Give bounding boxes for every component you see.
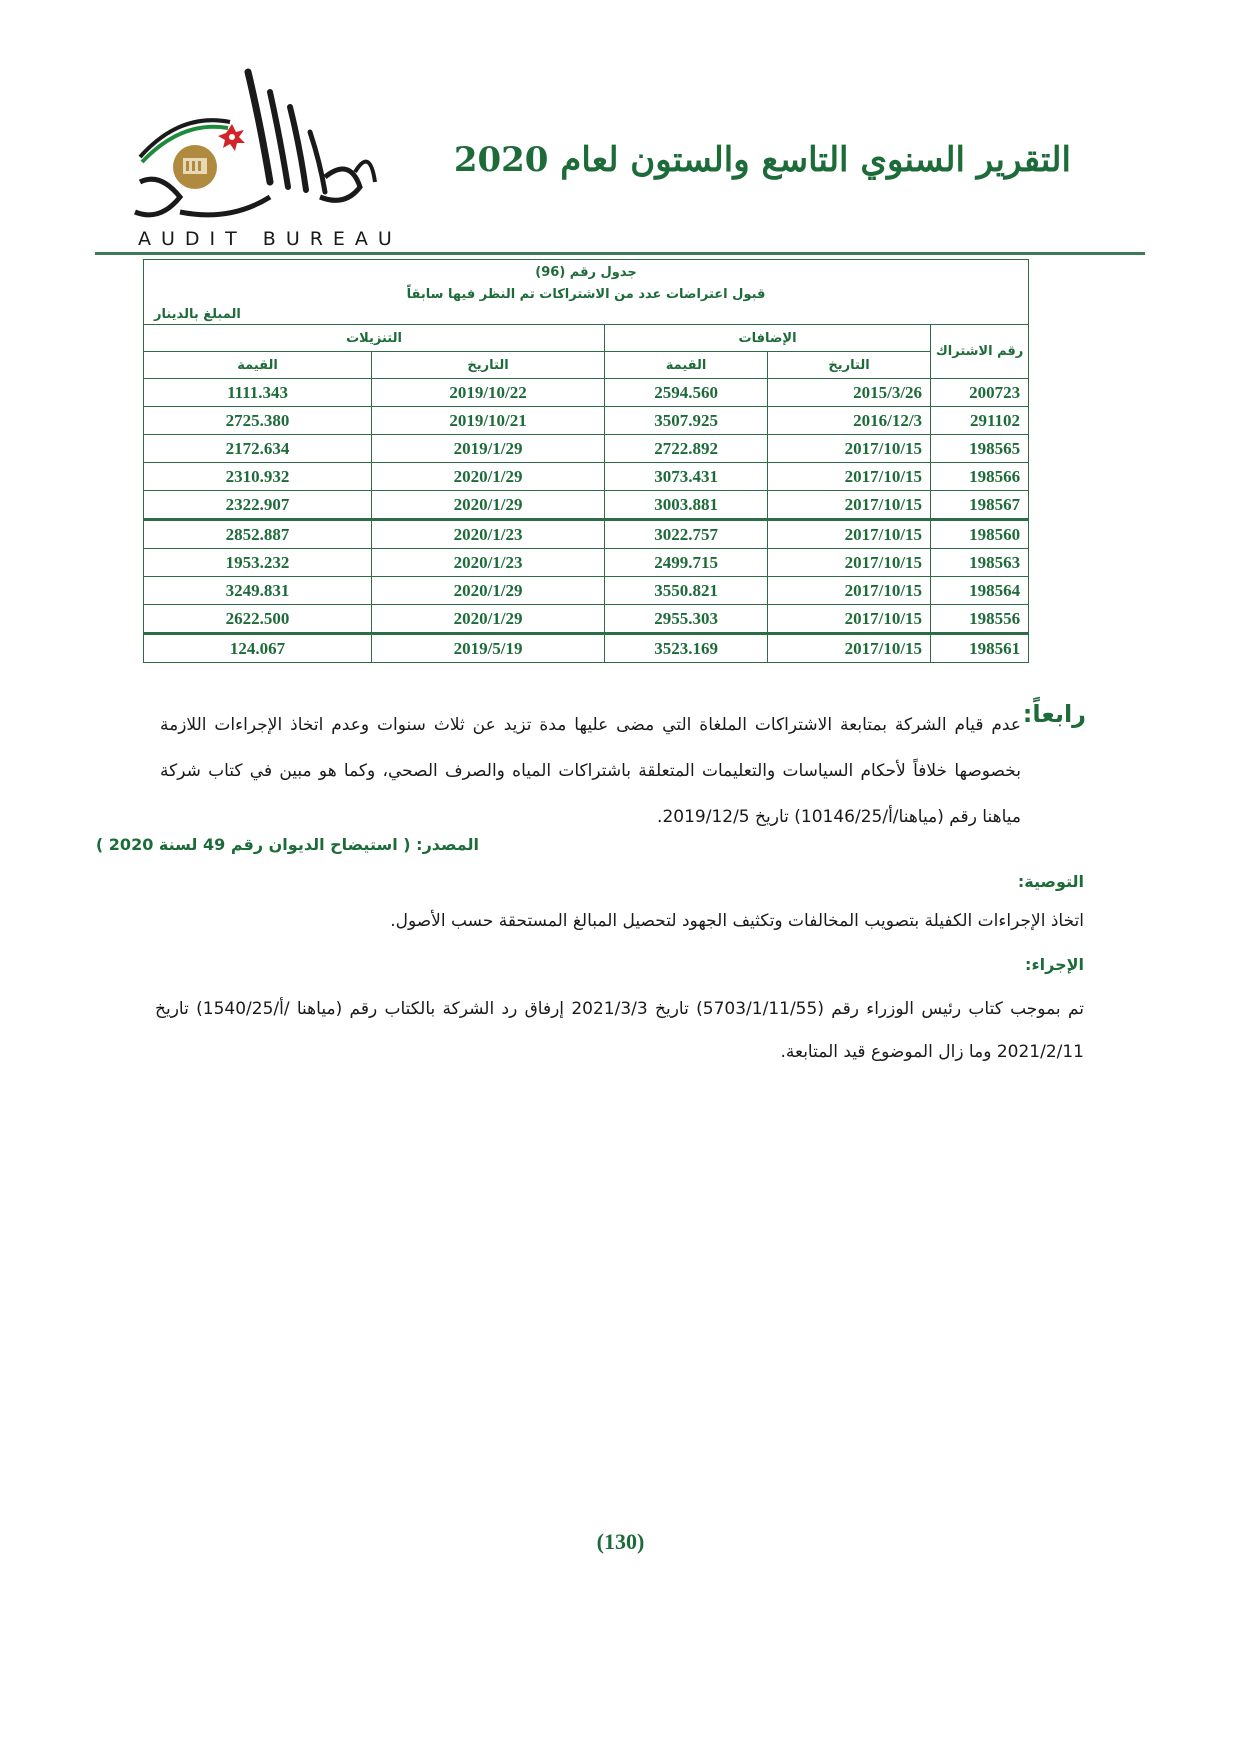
cell-subscription-no: 198566 (931, 463, 1029, 491)
cell-subscription-no: 198560 (931, 520, 1029, 549)
cell-subscription-no: 198561 (931, 634, 1029, 663)
col-additions-value: القيمة (605, 352, 768, 379)
cell-subscription-no: 198556 (931, 605, 1029, 634)
cell-additions-date: 2017/10/15 (768, 435, 931, 463)
cell-additions-value: 2594.560 (605, 379, 768, 407)
cell-deductions-value: 1953.232 (144, 549, 372, 577)
recommendation-text: اتخاذ الإجراءات الكفيلة بتصويب المخالفات وتكثيف الجهود لتحصيل المبالغ المستحقة حسب الأصول. (390, 911, 1084, 931)
action-heading: الإجراء: (1025, 955, 1084, 974)
cell-additions-value: 3022.757 (605, 520, 768, 549)
cell-additions-date: 2017/10/15 (768, 549, 931, 577)
cell-deductions-value: 2852.887 (144, 520, 372, 549)
section-4-text: عدم قيام الشركة بمتابعة الاشتراكات الملغاة التي مضى عليها مدة تزيد عن ثلاث سنوات وعدم اتخاذ الإجراءات اللازمة بخصوصها خلافاً لأحكام السياسات والتعليمات المتعلقة باشتراكات المياه والصرف الصحي، وكما هو مبين في كتاب شركة مياهنا رقم (مياهنا/أ/10146/25) تاريخ 2019/12/5. (160, 715, 1021, 827)
cell-additions-date: 2017/10/15 (768, 463, 931, 491)
subscriptions-table-container (143, 259, 1028, 663)
cell-subscription-no: 198565 (931, 435, 1029, 463)
cell-deductions-value: 124.067 (144, 634, 372, 663)
table-number: جدول رقم (96) (535, 265, 637, 280)
cell-additions-date: 2017/10/15 (768, 491, 931, 520)
table-row (144, 407, 1029, 435)
page-number: (130) (596, 1529, 645, 1554)
col-additions-date: التاريخ (768, 352, 931, 379)
cell-subscription-no: 291102 (931, 407, 1029, 435)
table-row (144, 435, 1029, 463)
section-label: رابعاً: (1022, 700, 1086, 728)
table-row (144, 379, 1029, 407)
report-title: التقرير السنوي التاسع والستون لعام 2020 (453, 140, 1071, 180)
cell-additions-value: 3523.169 (605, 634, 768, 663)
cell-additions-value: 3550.821 (605, 577, 768, 605)
cell-deductions-date: 2019/1/29 (372, 435, 605, 463)
col-deductions-date: التاريخ (372, 352, 605, 379)
cell-additions-value: 2499.715 (605, 549, 768, 577)
col-subscription-no: رقم الاشتراك (931, 325, 1029, 379)
cell-deductions-date: 2020/1/23 (372, 520, 605, 549)
header-divider (95, 252, 1145, 255)
table-row (144, 520, 1029, 549)
cell-subscription-no: 198567 (931, 491, 1029, 520)
source-note: المصدر: ( استيضاح الديوان رقم 49 لسنة 2020 ) (95, 835, 479, 854)
cell-additions-value: 3507.925 (605, 407, 768, 435)
cell-additions-value: 2955.303 (605, 605, 768, 634)
cell-additions-date: 2017/10/15 (768, 520, 931, 549)
cell-deductions-date: 2019/10/21 (372, 407, 605, 435)
table-title: قبول اعتراضات عدد من الاشتراكات تم النظر فيها سابقاً (406, 287, 766, 302)
audit-bureau-logo (120, 62, 420, 252)
logo-caption: AUDIT BUREAU (138, 228, 402, 250)
cell-subscription-no: 198564 (931, 577, 1029, 605)
table-row (144, 605, 1029, 634)
cell-additions-date: 2017/10/15 (768, 605, 931, 634)
table-caption (144, 260, 1029, 325)
cell-deductions-date: 2019/5/19 (372, 634, 605, 663)
cell-additions-date: 2015/3/26 (768, 379, 931, 407)
table-row (144, 577, 1029, 605)
cell-additions-date: 2017/10/15 (768, 634, 931, 663)
cell-deductions-value: 2725.380 (144, 407, 372, 435)
col-group-deductions: التنزيلات (144, 325, 605, 352)
table-row (144, 463, 1029, 491)
currency-unit: المبلغ بالدينار (154, 307, 241, 322)
cell-additions-date: 2016/12/3 (768, 407, 931, 435)
recommendation-heading: التوصية: (1017, 872, 1084, 891)
cell-deductions-date: 2020/1/29 (372, 491, 605, 520)
cell-additions-value: 3003.881 (605, 491, 768, 520)
cell-deductions-value: 1111.343 (144, 379, 372, 407)
cell-deductions-value: 2310.932 (144, 463, 372, 491)
cell-deductions-value: 3249.831 (144, 577, 372, 605)
cell-additions-value: 2722.892 (605, 435, 768, 463)
cell-deductions-date: 2020/1/29 (372, 577, 605, 605)
action-text: تم بموجب كتاب رئيس الوزراء رقم (5703/1/11/55) تاريخ 2021/3/3 إرفاق رد الشركة بالكتاب رقم (مياهنا /أ/1540/25) تاريخ 2021/2/11 وما زال الموضوع قيد المتابعة. (155, 999, 1084, 1062)
table-row (144, 491, 1029, 520)
logo-calligraphy-icon (120, 62, 420, 237)
table-row (144, 634, 1029, 663)
cell-subscription-no: 200723 (931, 379, 1029, 407)
cell-deductions-date: 2019/10/22 (372, 379, 605, 407)
cell-deductions-value: 2622.500 (144, 605, 372, 634)
cell-deductions-value: 2322.907 (144, 491, 372, 520)
col-deductions-value: القيمة (144, 352, 372, 379)
col-group-additions: الإضافات (605, 325, 931, 352)
cell-additions-value: 3073.431 (605, 463, 768, 491)
cell-deductions-value: 2172.634 (144, 435, 372, 463)
table-row (144, 549, 1029, 577)
cell-deductions-date: 2020/1/29 (372, 605, 605, 634)
cell-deductions-date: 2020/1/23 (372, 549, 605, 577)
cell-deductions-date: 2020/1/29 (372, 463, 605, 491)
cell-additions-date: 2017/10/15 (768, 577, 931, 605)
subscriptions-table (143, 259, 1029, 663)
cell-subscription-no: 198563 (931, 549, 1029, 577)
